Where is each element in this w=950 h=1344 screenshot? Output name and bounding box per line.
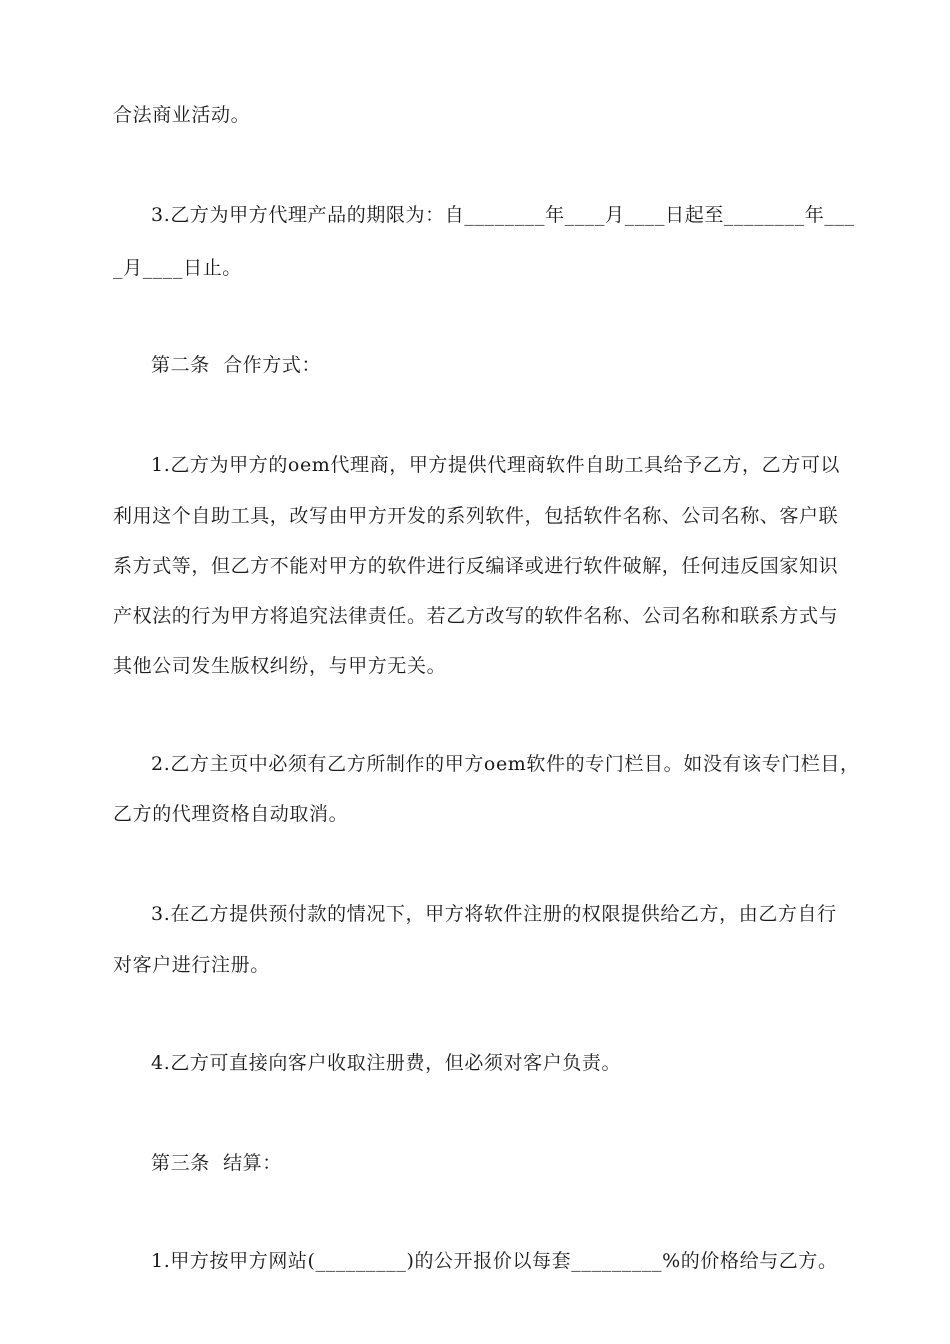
paragraph-line: 1.乙方为甲方的oem代理商，甲方提供代理商软件自助工具给予乙方，乙方可以 bbox=[151, 454, 841, 476]
paragraph-line: 4.乙方可直接向客户收取注册费，但必须对客户负责。 bbox=[151, 1052, 622, 1074]
section-heading: 第二条 合作方式： bbox=[151, 354, 322, 376]
paragraph-line: 乙方的代理资格自动取消。 bbox=[113, 803, 349, 825]
paragraph-line: 利用这个自助工具，改写由甲方开发的系列软件，包括软件名称、公司名称、客户联 bbox=[113, 505, 839, 527]
paragraph-line: 系方式等，但乙方不能对甲方的软件进行反编译或进行软件破解，任何违反国家知识 bbox=[113, 555, 839, 577]
section-heading: 第三条 结算： bbox=[151, 1152, 282, 1174]
paragraph-line: _月____日止。 bbox=[113, 257, 242, 279]
paragraph-line: 合法商业活动。 bbox=[113, 104, 251, 126]
paragraph-line: 其他公司发生版权纠纷，与甲方无关。 bbox=[113, 655, 447, 677]
paragraph-line: 1.甲方按甲方网站(_________)的公开报价以每套_________%的价格给与乙方。 bbox=[151, 1250, 838, 1272]
paragraph-line: 3.乙方为甲方代理产品的期限为：自________年____月____日起至________年___ bbox=[151, 204, 855, 226]
paragraph-line: 产权法的行为甲方将追究法律责任。若乙方改写的软件名称、公司名称和联系方式与 bbox=[113, 605, 839, 627]
paragraph-line: 3.在乙方提供预付款的情况下，甲方将软件注册的权限提供给乙方，由乙方自行 bbox=[151, 903, 837, 925]
paragraph-line: 2.乙方主页中必须有乙方所制作的甲方oem软件的专门栏目。如没有该专门栏目， bbox=[151, 753, 860, 775]
paragraph-line: 对客户进行注册。 bbox=[113, 954, 270, 976]
